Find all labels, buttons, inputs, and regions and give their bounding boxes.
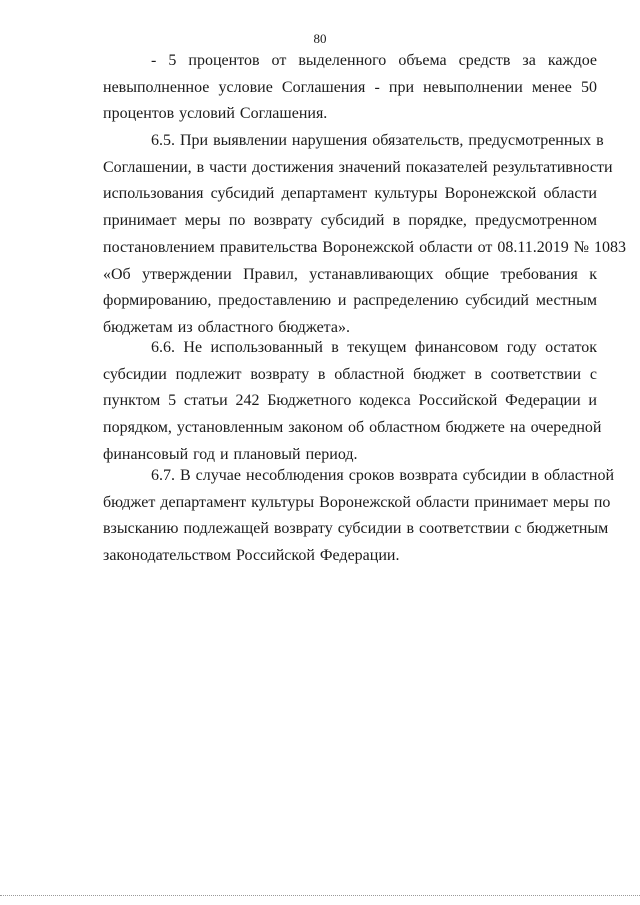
text-line: формированию, предоставлению и распределению субсидий местным xyxy=(103,292,597,310)
bottom-divider xyxy=(0,895,640,896)
text-line: постановлением правительства Воронежской области от 08.11.2019 № 1083 xyxy=(103,238,627,256)
text-line: невыполненное условие Соглашения - при невыполнении менее 50 xyxy=(103,78,597,96)
text-line: взысканию подлежащей возврату субсидии в соответствии с бюджетным xyxy=(103,520,609,538)
text-line: - 5 процентов от выделенного объема средств за каждое xyxy=(151,52,597,69)
text-line: бюджетам из областного бюджета». xyxy=(103,318,350,336)
text-line: субсидии подлежит возврату в областной бюджет в соответствии с xyxy=(103,365,597,383)
text-line: 6.6. Не использованный в текущем финансовом году остаток xyxy=(151,339,597,356)
text-line: 6.7. В случае несоблюдения сроков возврата субсидии в областной xyxy=(151,467,615,484)
text-line: порядком, установленным законом об областном бюджете на очередной xyxy=(103,419,602,437)
paragraph-6-7 xyxy=(103,463,615,570)
text-line: 6.5. При выявлении нарушения обязательств, предусмотренных в xyxy=(151,132,604,149)
text-line: процентов условий Соглашения. xyxy=(103,105,328,123)
page-number: 80 xyxy=(313,31,327,46)
text-line: финансовый год и плановый период. xyxy=(103,445,358,463)
text-line: бюджет департамент культуры Воронежской области принимает меры по xyxy=(103,493,611,511)
text-line: использования субсидий департамент культуры Воронежской области xyxy=(103,185,597,203)
text-line: законодательством Российской Федерации. xyxy=(103,547,400,565)
paragraph-1 xyxy=(103,48,597,128)
text-line: Соглашении, в части достижения значений показателей результативности xyxy=(103,158,613,176)
text-line: принимает меры по возврату субсидий в порядке, предусмотренном xyxy=(103,212,597,230)
paragraph-6-5 xyxy=(103,128,627,342)
paragraph-6-6 xyxy=(103,335,602,469)
text-line: пунктом 5 статьи 242 Бюджетного кодекса Российской Федерации и xyxy=(103,392,597,410)
text-line: «Об утверждении Правил, устанавливающих общие требования к xyxy=(103,265,597,283)
